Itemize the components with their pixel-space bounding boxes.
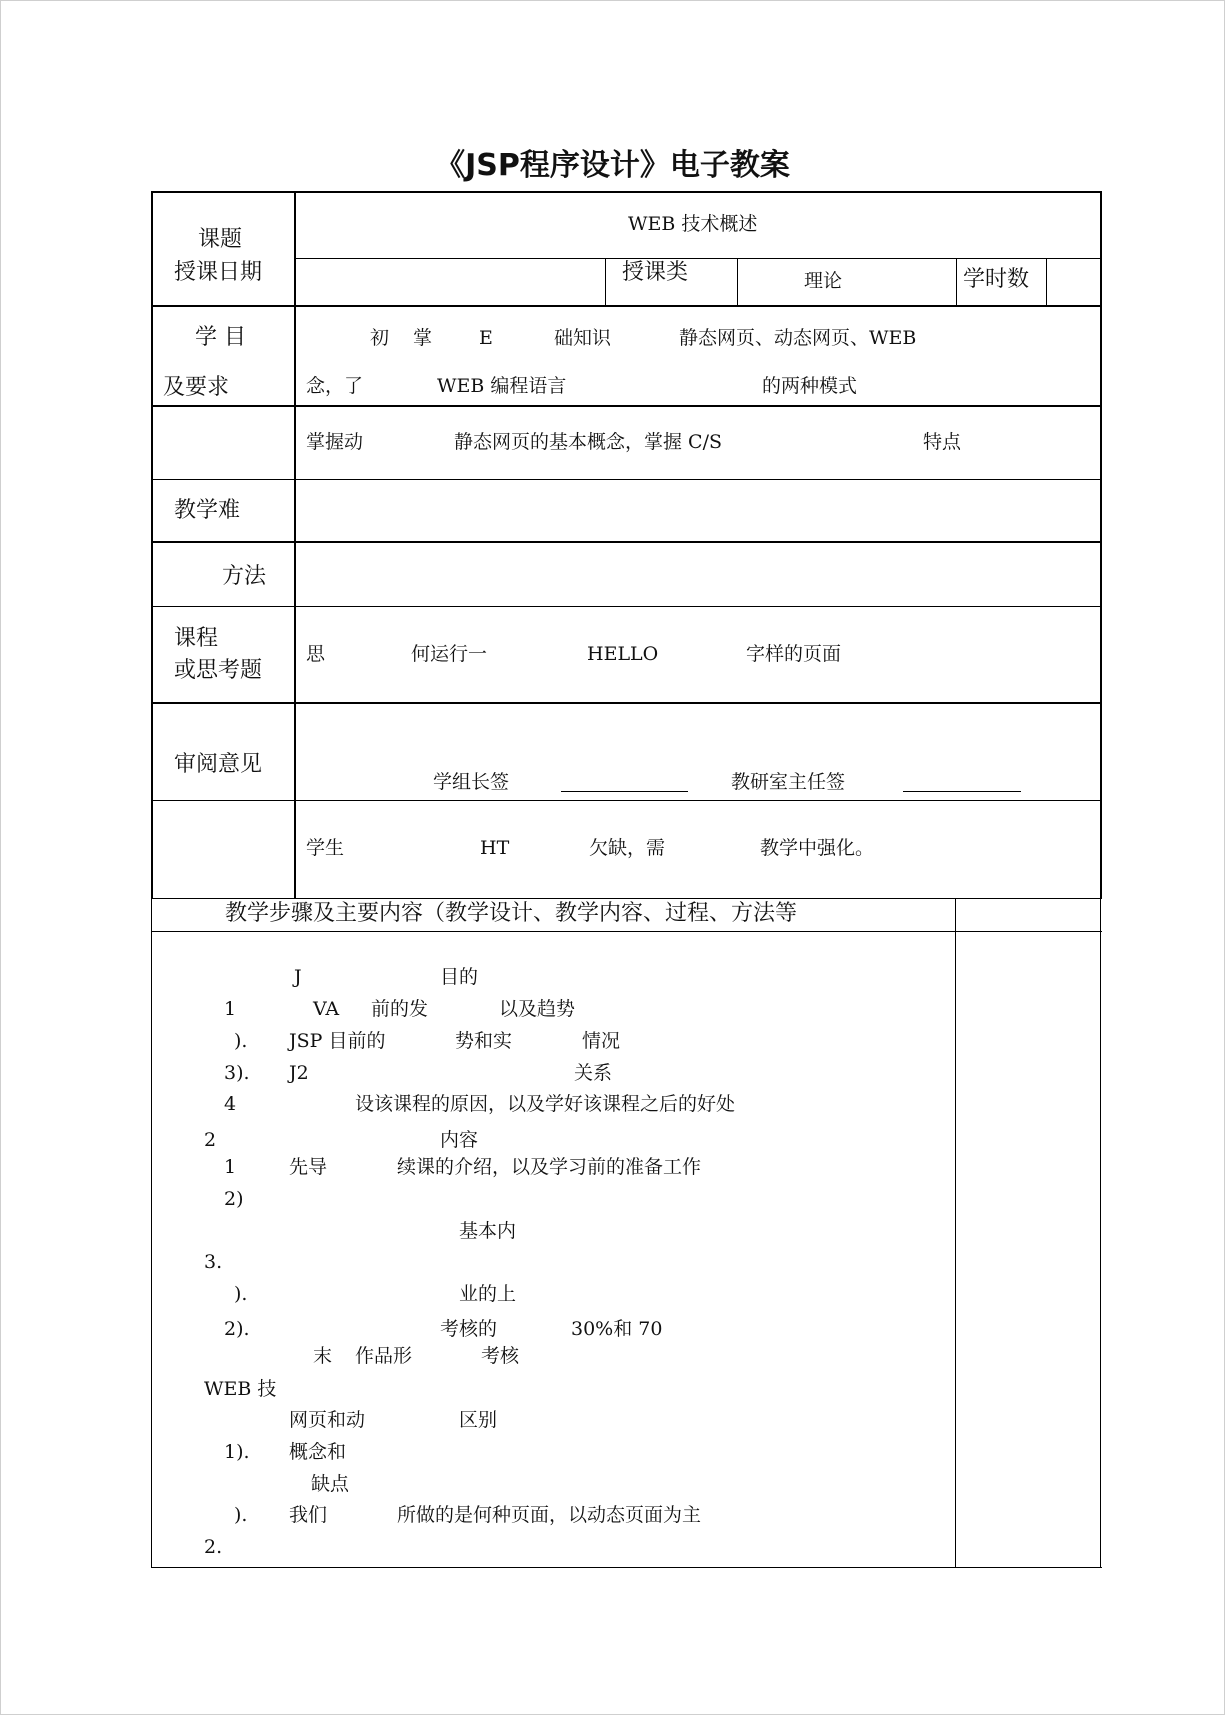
step-text: 势和实: [455, 1030, 513, 1052]
step-text: 2): [224, 1188, 244, 1210]
step-text: 考核的: [440, 1318, 498, 1340]
step-text: 前的发: [371, 998, 429, 1020]
goals-text: WEB 编程语言: [437, 375, 567, 397]
step-text: 目的: [440, 966, 479, 988]
steps-header: 教学步骤及主要内容（教学设计、教学内容、过程、方法等: [225, 901, 798, 926]
homework-text: 字样的页面: [746, 643, 842, 665]
goals-label-line2: 及要求: [163, 375, 230, 400]
step-text: 所做的是何种页面，以动态页面为主: [397, 1504, 702, 1526]
reflection-text: 欠缺，需: [589, 837, 666, 859]
page-title: 《JSP程序设计》电子教案: [435, 148, 790, 183]
step-text: 网页和动: [289, 1409, 366, 1431]
homework-text: 何运行一: [411, 643, 488, 665]
step-text: 3.: [204, 1251, 223, 1273]
goals-text: E: [479, 327, 493, 349]
goals-text: 的两种模式: [762, 375, 858, 397]
step-text: 缺点: [311, 1473, 350, 1495]
goals-text: 初: [370, 327, 390, 349]
step-text: 概念和: [289, 1441, 347, 1463]
step-text: 2: [204, 1129, 217, 1151]
difficulty-label: 教学难: [174, 498, 241, 523]
goals-text: 掌: [413, 327, 433, 349]
homework-label-line1: 课程: [174, 626, 219, 651]
step-text: 30%和 70: [571, 1318, 663, 1340]
step-text: 1: [224, 998, 237, 1020]
step-text: ).: [234, 1283, 248, 1305]
step-text: 基本内: [459, 1220, 517, 1242]
step-text: J: [294, 966, 302, 988]
step-text: J2: [289, 1062, 309, 1084]
step-text: 设该课程的原因，以及学好该课程之后的好处: [355, 1093, 736, 1115]
homework-label-line2: 或思考题: [174, 658, 263, 683]
signature-line-1: [561, 791, 688, 792]
step-text: ).: [234, 1504, 248, 1526]
step-text: 4: [224, 1093, 237, 1115]
step-text: WEB 技: [204, 1378, 277, 1400]
goals-text: 静态网页、动态网页、WEB: [679, 327, 917, 349]
homework-text: 思: [306, 643, 326, 665]
signature-line-2: [903, 791, 1021, 792]
goals-text: 念，了: [306, 375, 364, 397]
goals-label-line1: 学 目: [195, 325, 246, 350]
step-text: 我们: [289, 1504, 328, 1526]
review-sign-1: 学组长签: [433, 771, 510, 793]
step-text: 关系: [574, 1062, 613, 1084]
step-text: 末: [313, 1345, 333, 1367]
date-label: 授课日期: [174, 260, 263, 285]
step-text: 2.: [204, 1536, 223, 1558]
topic-label: 课题: [198, 227, 243, 252]
reflection-text: HT: [480, 837, 510, 859]
step-text: 先导: [289, 1156, 328, 1178]
goals-text: 础知识: [554, 327, 612, 349]
step-text: 业的上: [459, 1283, 517, 1305]
step-text: 作品形: [355, 1345, 413, 1367]
step-text: JSP 目前的: [289, 1030, 386, 1052]
step-text: 续课的介绍，以及学习前的准备工作: [397, 1156, 702, 1178]
key-points-text: 特点: [923, 431, 962, 453]
step-text: ).: [234, 1030, 248, 1052]
homework-text: HELLO: [587, 643, 659, 665]
hours-label: 学时数: [963, 267, 1030, 292]
type-label: 授课类: [622, 260, 689, 285]
topic-value: WEB 技术概述: [628, 213, 758, 235]
key-points-text: 静态网页的基本概念，掌握 C/S: [454, 431, 722, 453]
key-points-text: 掌握动: [306, 431, 364, 453]
step-text: 3).: [224, 1062, 250, 1084]
type-value: 理论: [804, 270, 843, 292]
step-text: 考核: [481, 1345, 520, 1367]
step-text: VA: [313, 998, 340, 1020]
step-text: 以及趋势: [499, 998, 576, 1020]
reflection-text: 学生: [306, 837, 345, 859]
reflection-text: 教学中强化。: [760, 837, 875, 859]
step-text: 1: [224, 1156, 237, 1178]
step-text: 2).: [224, 1318, 250, 1340]
step-text: 区别: [459, 1409, 498, 1431]
review-sign-2: 教研室主任签: [731, 771, 846, 793]
step-text: 1).: [224, 1441, 250, 1463]
review-label: 审阅意见: [174, 752, 263, 777]
method-label: 方法: [222, 564, 267, 589]
step-text: 情况: [582, 1030, 621, 1052]
step-text: 内容: [440, 1129, 479, 1151]
